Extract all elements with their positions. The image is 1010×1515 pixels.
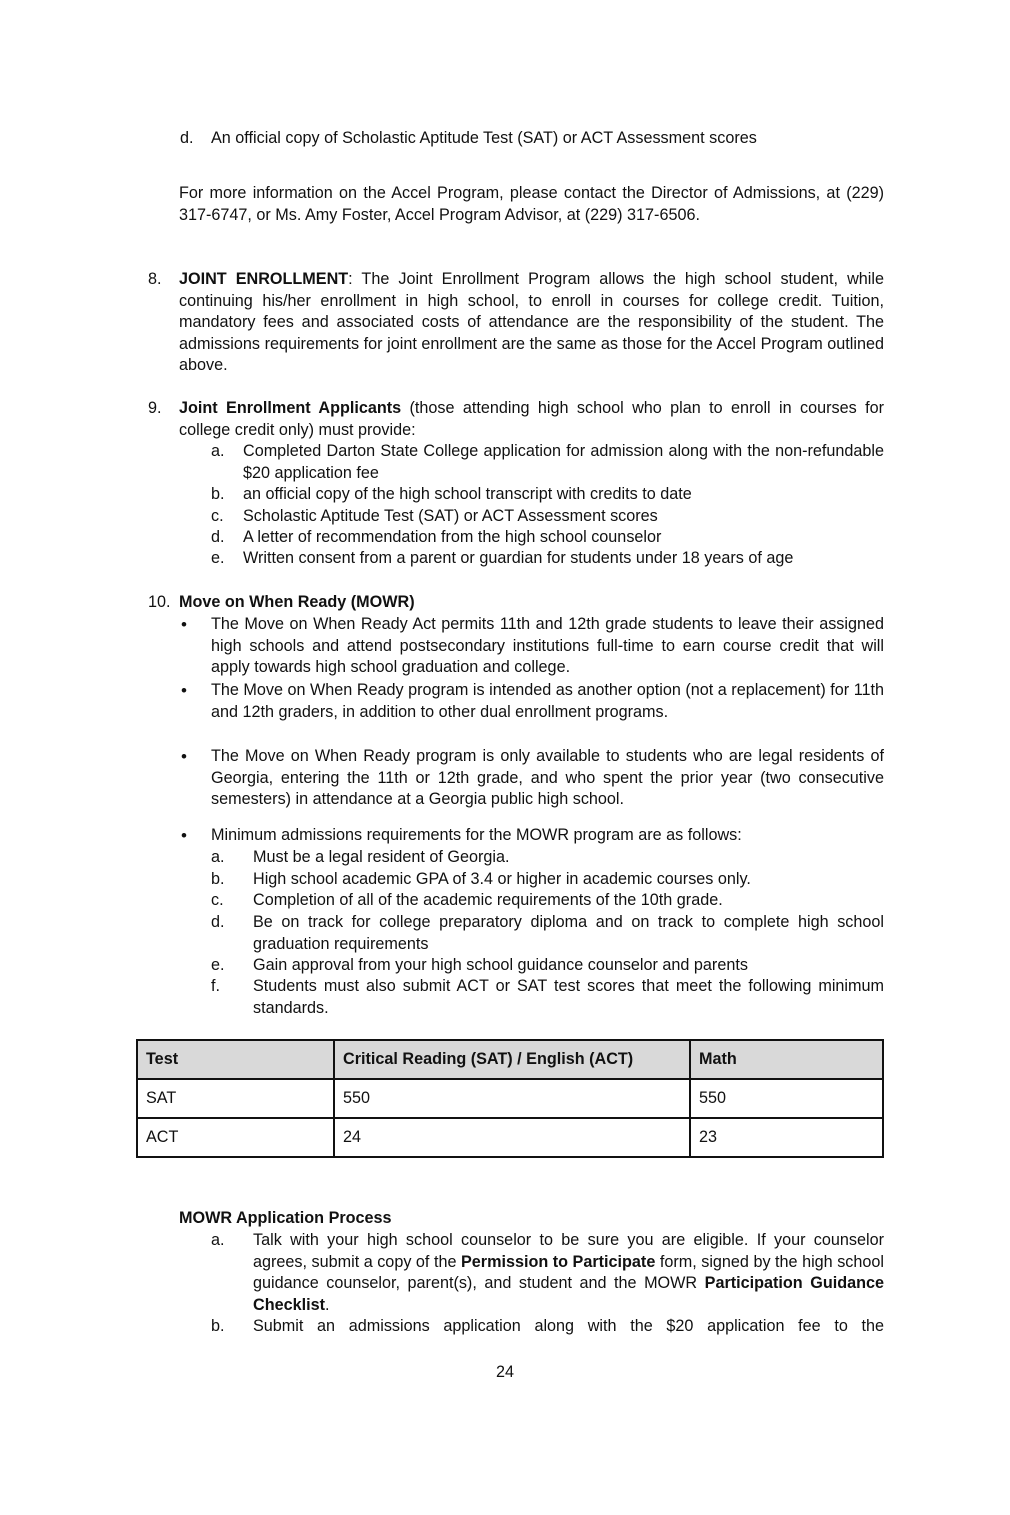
section-9-item-b-marker: b. (211, 485, 225, 503)
table-header-cell: Math (690, 1040, 883, 1079)
requirement-f-marker: f. (211, 977, 220, 995)
section-10-bullet-3: The Move on When Ready program is only available to students who are legal residents of Georgia, entering the 11th or 12th grade, and who spent the prior year (two consecutive semesters) in attendance at a Georgia public high school. (211, 747, 884, 808)
section-9-item-b: an official copy of the high school transcript with credits to date (243, 485, 692, 503)
application-step-b: Submit an admissions application along with the $20 application fee to the (253, 1317, 884, 1335)
section-9-number: 9. (148, 399, 162, 417)
section-10-title: Move on When Ready (MOWR) (179, 593, 415, 611)
bullet-icon: • (181, 747, 187, 766)
table-header-row (137, 1040, 883, 1079)
section-10-bullet-2: The Move on When Ready program is intended as another option (not a replacement) for 11th and 12th graders, in addition to other dual enrollment programs. (211, 681, 884, 721)
section-9-item-d: A letter of recommendation from the high school counselor (243, 528, 662, 546)
requirement-c: Completion of all of the academic requirements of the 10th grade. (253, 891, 723, 909)
section-9-intro (179, 398, 884, 441)
table-cell: ACT (137, 1118, 334, 1157)
table-cell: SAT (137, 1079, 334, 1118)
table-header-cell: Critical Reading (SAT) / English (ACT) (334, 1040, 690, 1079)
requirement-e-marker: e. (211, 956, 225, 974)
table-row (137, 1118, 883, 1157)
bullet-icon: • (181, 681, 187, 700)
section-9-item-d-marker: d. (211, 528, 225, 546)
accel-contact-paragraph: For more information on the Accel Program, please contact the Director of Admissions, at (229) 317-6747, or Ms. Amy Foster, Accel Program Advisor, at (229) 317-6506. (179, 184, 884, 224)
table-cell: 24 (334, 1118, 690, 1157)
bullet-icon: • (181, 615, 187, 634)
requirement-f: Students must also submit ACT or SAT test scores that meet the following minimum standards. (253, 977, 884, 1017)
table-cell: 550 (690, 1079, 883, 1118)
section-9-item-e-marker: e. (211, 549, 225, 567)
requirement-b-marker: b. (211, 870, 225, 888)
accel-item-d-text: An official copy of Scholastic Aptitude Test (SAT) or ACT Assessment scores (211, 129, 757, 147)
requirement-d-marker: d. (211, 913, 225, 931)
requirement-a: Must be a legal resident of Georgia. (253, 848, 510, 866)
application-step-a-marker: a. (211, 1231, 225, 1249)
application-step-a: Talk with your high school counselor to be sure you are eligible. If your counselor agrees, submit a copy of the Permission to Participate form, signed by the high school guidance counselor, parent(s), and student and the MOWR Participation Guidance Checklist. (253, 1231, 884, 1314)
table-cell: 23 (690, 1118, 883, 1157)
requirement-b: High school academic GPA of 3.4 or higher in academic courses only. (253, 870, 751, 888)
minimum-scores-table (136, 1039, 884, 1158)
section-9-intro-text: (those attending high school who plan to enroll in courses for college credit only) must provide: (179, 399, 884, 439)
application-process-title: MOWR Application Process (179, 1209, 392, 1227)
participation-guidance-checklist: Participation Guidance Checklist (253, 1274, 884, 1314)
table-row (137, 1079, 883, 1118)
accel-item-d-marker: d. (180, 129, 194, 147)
section-10-bullet-1: The Move on When Ready Act permits 11th and 12th grade students to leave their assigned high schools and attend postsecondary institutions full-time to earn course credit that will apply towards high school graduation and college. (211, 615, 884, 676)
section-9-item-a-marker: a. (211, 442, 225, 460)
permission-to-participate-form: Permission to Participate (460, 1252, 656, 1271)
section-8-number: 8. (148, 270, 162, 288)
section-8-paragraph (179, 269, 884, 377)
page-number: 24 (495, 1363, 514, 1381)
bullet-icon: • (181, 826, 187, 845)
section-10-number: 10. (148, 593, 171, 611)
requirement-a-marker: a. (211, 848, 225, 866)
section-8-text: : The Joint Enrollment Program allows the high school student, while continuing his/her enrollment in high school, to enroll in courses for college credit. Tuition, mandatory fees and associated costs of attendance are the responsibility of the student. The admissions requirements for joint enrollment are the same as those for the Accel Program outlined above. (179, 270, 884, 374)
section-9-item-a: Completed Darton State College application for admission along with the non-refundable $20 application fee (243, 442, 884, 482)
table-cell: 550 (334, 1079, 690, 1118)
table-header-cell: Test (137, 1040, 334, 1079)
requirement-c-marker: c. (211, 891, 224, 909)
section-8-title: JOINT ENROLLMENT (179, 270, 349, 288)
section-9-item-e: Written consent from a parent or guardian for students under 18 years of age (243, 549, 794, 567)
requirement-d: Be on track for college preparatory diploma and on track to complete high school graduation requirements (253, 913, 884, 953)
section-9-title: Joint Enrollment Applicants (179, 399, 402, 417)
requirement-e: Gain approval from your high school guidance counselor and parents (253, 956, 748, 974)
section-9-item-c: Scholastic Aptitude Test (SAT) or ACT Assessment scores (243, 507, 658, 525)
section-9-item-c-marker: c. (211, 507, 224, 525)
section-10-bullet-4: Minimum admissions requirements for the MOWR program are as follows: (211, 826, 742, 844)
application-step-b-marker: b. (211, 1317, 225, 1335)
